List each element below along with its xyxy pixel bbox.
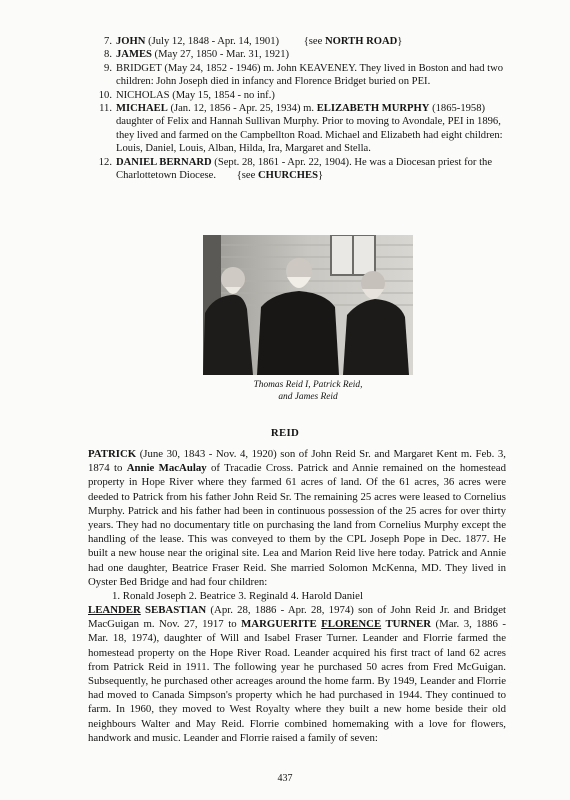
- entry-text: NICHOLAS (May 15, 1854 - no inf.): [116, 89, 275, 101]
- caption-line: and James Reid: [278, 392, 338, 402]
- cross-reference: {see NORTH ROAD}: [303, 36, 403, 47]
- spouse-name-underlined: FLORENCE: [321, 618, 382, 631]
- patrick-paragraph: [88, 447, 506, 603]
- list-item: [92, 156, 512, 183]
- leander-paragraph: [88, 603, 506, 745]
- paragraph-text: (Mar. 3, 1886 - Mar. 18, 1974), daughter of Will and Isabel Fraser Turner. Leander and Florrie farmed the homestead property on the Hope River Road. Leander acquired his first tract of land 62 acres from Patrick Reid in 1911. The following year he purchased 50 acres from Fred McGuigan. Subsequently, he purchased other acreages around the home farm. By 1949, Leander and Florrie had moved to Canada Simpson's property which he had purchased in 1944. They continued to farm. In 1960, they moved to West Royalty where they built a new home beside their old neighbours Walter and May Reid. Florrie combined homemaking with a love for flowers, handwork and music. Leander and Florrie raised a family of seven:: [88, 618, 506, 744]
- photo-caption: [203, 379, 413, 403]
- person-name: PATRICK: [88, 448, 137, 460]
- entry-text: (Sept. 28, 1861 - Apr. 22, 1904). He was a Diocesan priest for the Charlottetown Diocese.: [116, 156, 493, 182]
- item-number: 11.: [99, 103, 112, 115]
- cross-reference: {see CHURCHES}: [236, 170, 324, 182]
- family-entry-list: [92, 35, 512, 182]
- spouse-name: ELIZABETH MURPHY: [316, 103, 430, 115]
- person-name-rest: SEBASTIAN: [140, 604, 207, 616]
- list-item: [92, 35, 512, 48]
- item-number: 8.: [104, 49, 112, 61]
- person-name: JAMES: [116, 49, 152, 61]
- person-name: MICHAEL: [116, 103, 168, 115]
- entry-text: (July 12, 1848 - Apr. 14, 1901): [145, 36, 280, 47]
- paragraph-text: (June 30, 1843 - Nov. 4, 1920) son of John Reid Sr. and Margaret Kent m. Feb. 3, 1874 to: [88, 448, 506, 475]
- entry-text: (Jan. 12, 1856 - Apr. 25, 1934) m.: [167, 103, 317, 115]
- person-name: LEANDER: [88, 604, 141, 616]
- item-number: 10.: [98, 89, 112, 101]
- person-name: JOHN: [116, 36, 146, 47]
- spouse-surname: TURNER: [381, 618, 432, 631]
- item-number: 12.: [98, 156, 112, 168]
- item-number: 7.: [104, 36, 112, 47]
- page-number: 437: [277, 773, 293, 784]
- photo-image: [203, 235, 413, 375]
- caption-line: Thomas Reid I, Patrick Reid,: [253, 380, 363, 390]
- entry-text: (May 27, 1850 - Mar. 31, 1921): [151, 49, 290, 61]
- paragraph-text: (Apr. 28, 1886 - Apr. 28, 1974) son of John Reid Jr. and Bridget MacGuigan m. Nov. 27, 1917 to: [88, 604, 506, 631]
- paragraph-text: of Tracadie Cross. Patrick and Annie remained on the homestead property in Hope River where they farmed 61 acres of land. Of the 61 acres, 36 acres were deeded to Patrick from his father John Reid Sr. The remaining 25 acres were leased to Cornelius Murphy. Patrick and his father had been in continuous possession of the 25 acres for over thirty years. They had no documentary title on purchasing the land from Cornelius Murphy except the handling of the lease. This was conveyed to them by the CPL Joseph Pope in Dec. 1877. He built a new house near the original site. Lea and Marion Reid live here today. Patrick and Annie had one daughter, Beatrice Fraser Reid. She married Solomon McKenna, MD. They lived in Oyster Bed Bridge and had four children:: [88, 462, 506, 588]
- list-item: [92, 62, 512, 89]
- entry-text: (1865-1958) daughter of Felix and Hannah Sullivan Murphy. Prior to moving to Avondale, PEI in 1896, they lived and farmed on the Campbellton Road. Michael and Elizabeth had eight children: Louis, Daniel, Louis, Alban, Hilda, Ira, Margaret and Stella.: [116, 103, 503, 155]
- item-number: 9.: [104, 62, 112, 74]
- section-title: REID: [270, 427, 300, 439]
- list-item: [92, 89, 512, 102]
- person-name: DANIEL BERNARD: [116, 156, 212, 168]
- spouse-name: MARGUERITE: [241, 618, 322, 631]
- list-item: [92, 102, 512, 156]
- children-list: 1. Ronald Joseph 2. Beatrice 3. Reginald 4. Harold Daniel: [112, 590, 363, 603]
- spouse-name: Annie MacAulay: [126, 462, 207, 475]
- entry-text: BRIDGET (May 24, 1852 - 1946) m. John KEAVENEY. They lived in Boston and had two children: John Joseph died in infancy and Florence Bridget buried on PEI.: [116, 62, 504, 88]
- family-photo: [203, 235, 413, 375]
- list-item: [92, 48, 512, 61]
